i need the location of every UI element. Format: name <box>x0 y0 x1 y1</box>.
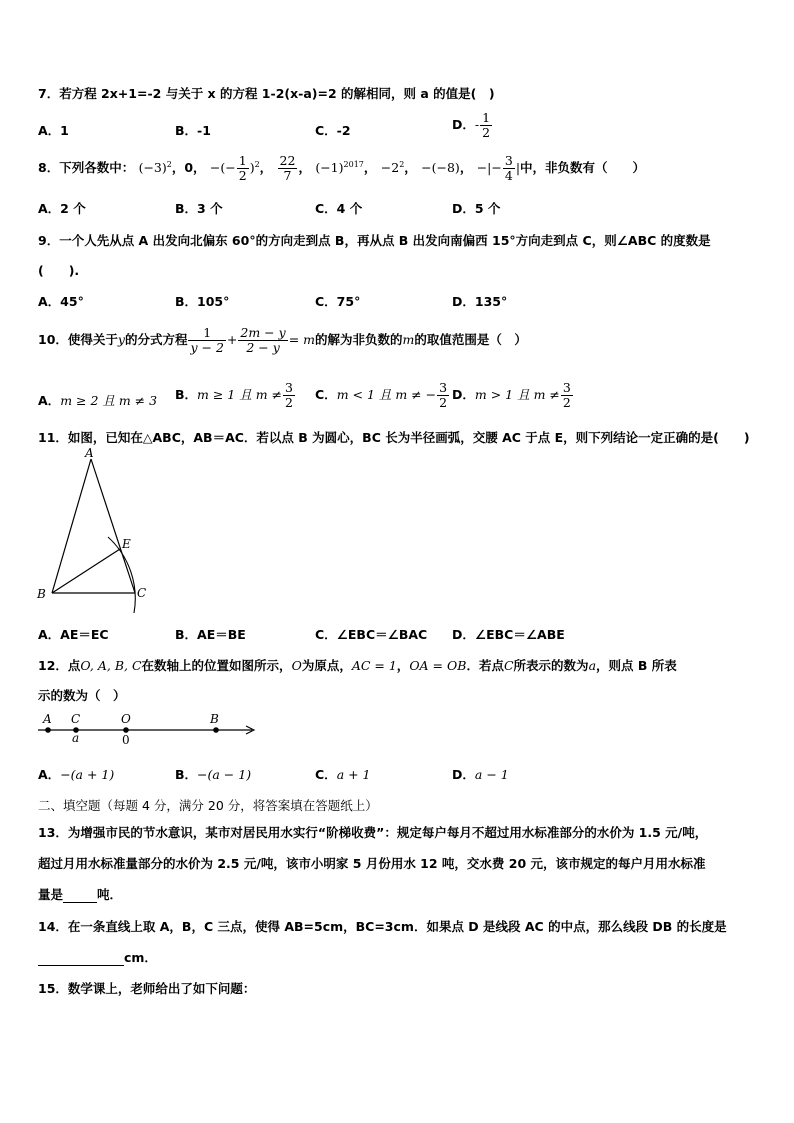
q11-option-d: D．∠EBC＝∠ABE <box>452 627 565 642</box>
q7-option-d <box>452 111 493 140</box>
point-o <box>123 727 129 733</box>
q10-text-1: 10．使得关于 <box>38 332 118 347</box>
option-math: m > 1 且 m ≠ <box>474 387 560 402</box>
q7-option-c: C．-2 <box>315 123 351 138</box>
q10-variable-m: m <box>402 332 415 347</box>
q13-line3 <box>38 885 122 903</box>
q10-fraction-1 <box>188 326 225 355</box>
q8-term-7-prefix: −|− <box>476 160 502 175</box>
fraction-denominator: 2 <box>482 125 491 140</box>
side-ac <box>91 459 135 593</box>
q14-unit: cm． <box>124 950 157 965</box>
q12-ac: AC = 1 <box>351 658 397 673</box>
side-ab <box>52 459 91 593</box>
q12-oa: OA = OB <box>409 658 467 673</box>
option-math: −(a − 1) <box>197 767 252 782</box>
fraction-denominator: 2 <box>562 395 571 410</box>
option-label: A． <box>38 767 61 782</box>
separator: ， <box>259 160 273 175</box>
q12-text-2: 在数轴上的位置如图所示， <box>141 658 292 673</box>
q8-intro: 8．下列各数中： <box>38 160 135 175</box>
label-b: B <box>37 587 46 601</box>
q8-term-6: −(−8) <box>421 160 460 175</box>
fraction-numerator: 22 <box>279 153 296 168</box>
label-origin-value: 0 <box>122 733 130 747</box>
label-a: A <box>85 446 94 460</box>
q12-variable-a: a <box>588 658 597 673</box>
separator: ， <box>459 160 473 175</box>
fraction-numerator: 1 <box>238 153 247 168</box>
q11-option-c: C．∠EBC＝∠BAC <box>315 627 428 642</box>
option-label: C． <box>315 387 337 402</box>
fraction-denominator: 2 <box>238 168 247 183</box>
fraction-numerator: 1 <box>482 110 491 125</box>
q12-origin: O <box>291 658 302 673</box>
option-fraction <box>283 381 295 410</box>
fraction-denominator: 4 <box>504 168 513 183</box>
q8-stem <box>38 154 645 183</box>
q9-option-d: D．135° <box>452 294 508 309</box>
q11-option-b: B．AE＝BE <box>175 627 246 642</box>
q9-option-b: B．105° <box>175 294 230 309</box>
q8-term-2-prefix: −(− <box>209 160 236 175</box>
q12-points: O, A, B, C <box>80 658 142 673</box>
q8-term-3-fraction <box>278 154 298 183</box>
q15-line1: 15．数学课上，老师给出了如下问题： <box>38 981 256 996</box>
fraction-denominator: 7 <box>283 168 292 183</box>
label-c: C <box>71 712 81 726</box>
q9-option-a: A．45° <box>38 294 84 309</box>
q12-text-1: 12．点 <box>38 658 81 673</box>
q10-stem <box>38 326 527 355</box>
q8-term-7-fraction <box>503 154 515 183</box>
q8-term-2-suffix: ) <box>249 160 255 175</box>
option-label: A． <box>38 393 61 408</box>
fraction-denominator: 2 <box>285 395 293 410</box>
answer-blank[interactable] <box>63 902 97 903</box>
label-e: E <box>122 537 131 551</box>
option-math: a + 1 <box>336 767 371 782</box>
option-fraction <box>561 381 573 410</box>
q8-option-b: B．3 个 <box>175 201 223 216</box>
label-c-value: a <box>72 731 80 745</box>
exponent: 2 <box>254 159 260 169</box>
fraction-denominator: 2 <box>439 395 448 410</box>
q13-line3-unit: 吨． <box>97 887 123 902</box>
option-label: C． <box>315 767 337 782</box>
q10-option-c <box>315 381 450 410</box>
q13-line2: 超过月用水标准量部分的水价为 2.5 元/吨，该市小明家 5 月份用水 12 吨，交水费 20 元，该市规定的每户月用水标准 <box>38 856 706 871</box>
option-math: m ≥ 2 且 m ≠ 3 <box>60 393 158 408</box>
q9-stem-line2: ( ). <box>38 263 80 278</box>
q7-option-d-label: D． <box>452 117 475 132</box>
fraction-numerator: 3 <box>504 153 513 168</box>
segment-be <box>52 549 120 593</box>
q8-term-2-fraction <box>237 154 249 183</box>
q11-option-a: A．AE＝EC <box>38 627 109 642</box>
option-label: B． <box>175 767 198 782</box>
label-c: C <box>137 586 147 600</box>
fraction-denominator: 2 − y <box>246 340 280 355</box>
label-a: A <box>43 712 52 726</box>
option-math: a − 1 <box>474 767 509 782</box>
q8-term-4: (−1) <box>315 160 344 175</box>
q8-term-7-suffix: | <box>515 160 521 175</box>
exponent: 2017 <box>343 159 364 169</box>
q10-option-b <box>175 381 296 410</box>
q12-option-c <box>315 765 371 783</box>
q11-stem: 11．如图，已知在△ABC，AB＝AC．若以点 B 为圆心，BC 长为半径画弧，交腰 AC 于点 E，则下列结论一定正确的是( ) <box>38 430 750 445</box>
option-label: B． <box>175 387 198 402</box>
q8-option-d: D．5 个 <box>452 201 501 216</box>
q10-option-d <box>452 381 574 410</box>
separator: ， <box>404 160 417 175</box>
separator: ，0， <box>171 160 206 175</box>
option-label: D． <box>452 767 475 782</box>
q12-text-6: 所表示的数为 <box>513 658 589 673</box>
triangle-figure <box>30 445 160 615</box>
q12-option-b <box>175 765 251 783</box>
fraction-numerator: 3 <box>439 380 448 395</box>
q13-line3-text: 量是 <box>38 887 64 902</box>
q7-option-a: A．1 <box>38 123 69 138</box>
q10-variable-y: y <box>117 332 125 347</box>
q10-fraction-2 <box>238 326 287 355</box>
section-heading: 二、填空题（每题 4 分，满分 20 分，将答案填在答题纸上） <box>38 798 378 813</box>
plus-sign: + <box>226 332 238 347</box>
q7-option-d-fraction <box>480 111 492 140</box>
separator: ， <box>363 160 377 175</box>
q10-text-2: 的分式方程 <box>124 332 188 347</box>
q8-option-a: A．2 个 <box>38 201 86 216</box>
option-label: D． <box>452 387 475 402</box>
option-fraction <box>437 381 449 410</box>
q10-text-4: 的取值范围是（ ） <box>414 332 527 347</box>
label-o: O <box>121 712 131 726</box>
q10-equals-m: = m <box>288 332 316 347</box>
q12-text-7: ，则点 B 所表 <box>596 658 677 673</box>
q12-text-4: ， <box>396 658 410 673</box>
fraction-denominator: y − 2 <box>190 340 224 355</box>
q12-option-a <box>38 765 114 783</box>
point-a <box>45 727 51 733</box>
q10-option-a <box>38 391 157 409</box>
fraction-numerator: 3 <box>285 380 293 395</box>
fraction-numerator: 2m − y <box>240 325 286 340</box>
separator: ， <box>298 160 311 175</box>
exponent: 2 <box>399 159 405 169</box>
q7-option-d-sign: - <box>474 117 480 132</box>
label-b: B <box>210 712 219 726</box>
q14-line1: 14．在一条直线上取 A，B，C 三点，使得 AB=5cm，BC=3cm．如果点 D 是线段 AC 的中点，那么线段 DB 的长度是 <box>38 919 727 934</box>
q12-stem-line2: 示的数为（ ） <box>38 688 126 703</box>
q8-term-1: (−3) <box>138 160 167 175</box>
q8-term-5: −2 <box>380 160 400 175</box>
q12-text-3: 为原点， <box>301 658 352 673</box>
q7-option-b: B．-1 <box>175 123 211 138</box>
exponent: 2 <box>166 159 172 169</box>
number-line <box>34 710 264 750</box>
q13-line1: 13．为增强市民的节水意识，某市对居民用水实行“阶梯收费”：规定每户每月不超过用水标准部分的水价为 1.5 元/吨， <box>38 825 708 840</box>
option-math: m < 1 且 m ≠ − <box>336 387 437 402</box>
q12-point-c: C <box>503 658 514 673</box>
q12-text-5: ．若点 <box>466 658 504 673</box>
q12-stem-line1 <box>38 656 677 674</box>
answer-blank[interactable] <box>38 965 124 966</box>
fraction-numerator: 1 <box>188 326 225 341</box>
option-math: −(a + 1) <box>60 767 115 782</box>
q9-option-c: C．75° <box>315 294 361 309</box>
q8-question: 中，非负数有（ ） <box>520 160 646 175</box>
q10-text-3: 的解为非负数的 <box>315 332 403 347</box>
option-math: m ≥ 1 且 m ≠ <box>197 387 283 402</box>
fraction-numerator: 3 <box>562 380 571 395</box>
q12-option-d <box>452 765 509 783</box>
point-b <box>213 727 219 733</box>
q7-stem: 7．若方程 2x+1=-2 与关于 x 的方程 1-2(x-a)=2 的解相同，则 a 的值是( ) <box>38 86 495 101</box>
q9-stem-line1: 9．一个人先从点 A 出发向北偏东 60°的方向走到点 B，再从点 B 出发向南偏西 15°方向走到点 C，则∠ABC 的度数是 <box>38 233 711 248</box>
q14-line2 <box>38 948 157 966</box>
q8-option-c: C．4 个 <box>315 201 363 216</box>
